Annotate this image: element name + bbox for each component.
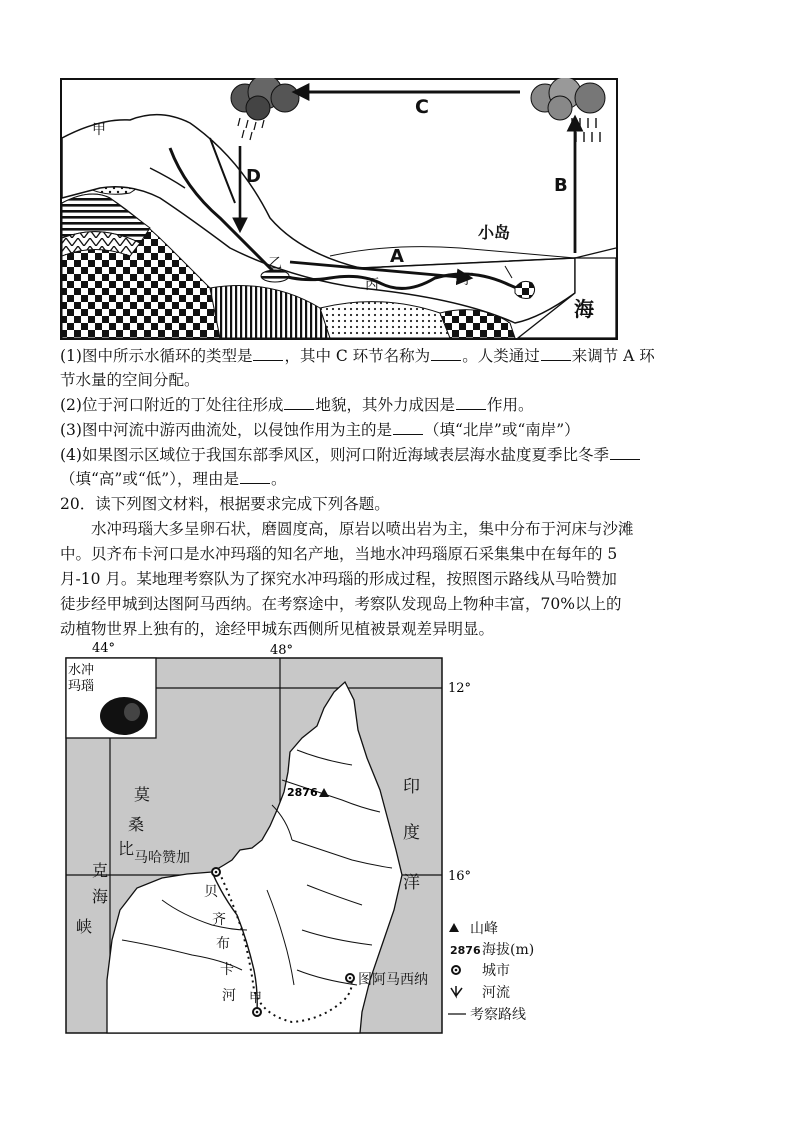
svg-text:莫: 莫 — [134, 785, 151, 804]
svg-text:峡: 峡 — [76, 917, 93, 936]
svg-text:布: 布 — [216, 936, 230, 952]
svg-text:卡: 卡 — [220, 962, 234, 978]
inset-label-line2: 玛瑙 — [68, 679, 95, 694]
q20-line: 中。贝齐布卡河口是水冲玛瑙的知名产地，当地水冲玛瑙原石采集集中在每年的 5 — [60, 545, 618, 563]
agate-stone-icon — [100, 697, 148, 735]
label-sea: 海 — [574, 297, 594, 321]
svg-text:河: 河 — [222, 988, 236, 1004]
legend-route: 考察路线 — [470, 1007, 526, 1023]
label-B: B — [554, 175, 568, 196]
legend-peak: 山峰 — [470, 921, 498, 937]
svg-text:桑: 桑 — [128, 815, 145, 834]
madagascar-map — [62, 640, 572, 1040]
legend-city: 城市 — [482, 963, 510, 979]
label-jia: 甲 — [92, 122, 106, 138]
svg-text:度: 度 — [403, 823, 420, 843]
legend-peak-icon — [449, 923, 459, 932]
svg-text:比: 比 — [118, 839, 135, 858]
svg-text:洋: 洋 — [403, 873, 420, 893]
lon-48: 48° — [270, 643, 294, 658]
ocean-name — [403, 777, 420, 893]
legend-elev-sample: 2876 — [450, 944, 481, 957]
q20-line: 徒步经甲城到达图阿马西纳。在考察途中，考察队发现岛上物种丰富，70%以上的 — [60, 595, 622, 613]
label-C: C — [415, 96, 429, 118]
q19-part1-line1: (1)图中所示水循环的类型是 ，其中 C 环节名称为 。人类通过 来调节 A 环 — [60, 347, 655, 365]
svg-text:克: 克 — [92, 861, 109, 880]
label-bing: 丙 — [365, 277, 379, 293]
city-toamasina: 图阿马西纳 — [358, 972, 428, 988]
q20-line: 动植物世界上独有的，途经甲城东西侧所见植被景观差异明显。 — [60, 620, 495, 638]
label-D: D — [246, 166, 261, 187]
q20-line: 月-10 月。某地理考察队为了探究水冲玛瑙的形成过程，按照图示路线从马哈赞加 — [60, 570, 617, 588]
inset-label-line1: 水冲 — [68, 663, 95, 678]
lat-12: 12° — [448, 681, 472, 696]
label-ding: 丁 — [460, 272, 474, 288]
q20-material — [60, 517, 746, 642]
label-A: A — [390, 246, 404, 267]
q20-line: 水冲玛瑙大多呈卵石状，磨圆度高，原岩以喷出岩为主，集中分布于河床与沙滩 — [91, 520, 634, 538]
legend-river: 河流 — [482, 985, 510, 1001]
lon-44: 44° — [92, 641, 116, 656]
svg-text:印: 印 — [403, 777, 420, 797]
agate-inset — [66, 658, 156, 738]
svg-text:海: 海 — [92, 887, 109, 906]
label-island: 小岛 — [478, 223, 511, 242]
svg-text:贝: 贝 — [204, 884, 218, 900]
legend-river-icon — [451, 986, 462, 996]
svg-text:齐: 齐 — [212, 912, 226, 928]
q19-part3: (3)图中河流中游丙曲流处，以侵蚀作用为主的是 （填“北岸”或“南岸”） — [60, 421, 580, 439]
city-jia: 甲 — [249, 991, 263, 1006]
water-cycle-diagram — [60, 78, 618, 340]
q19-part2: (2)位于河口附近的丁处往往形成 地貌，其外力成因是 作用。 — [60, 396, 534, 414]
q20-title: 20．读下列图文材料，根据要求完成下列各题。 — [60, 495, 390, 513]
label-yi: 乙 — [268, 256, 282, 272]
lat-16: 16° — [448, 869, 472, 884]
q19-part1-line2: 节水量的空间分配。 — [60, 371, 200, 389]
q19-part4: (4)如果图示区域位于我国东部季风区，则河口附近海域表层海水盐度夏季比冬季（填“高”或“低”），理由是 。 — [60, 443, 746, 491]
legend-elevation: 海拔(m) — [482, 942, 535, 958]
legend — [448, 921, 534, 1023]
city-mahajanga: 马哈赞加 — [134, 850, 190, 866]
peak-elevation: 2876 — [287, 786, 318, 799]
